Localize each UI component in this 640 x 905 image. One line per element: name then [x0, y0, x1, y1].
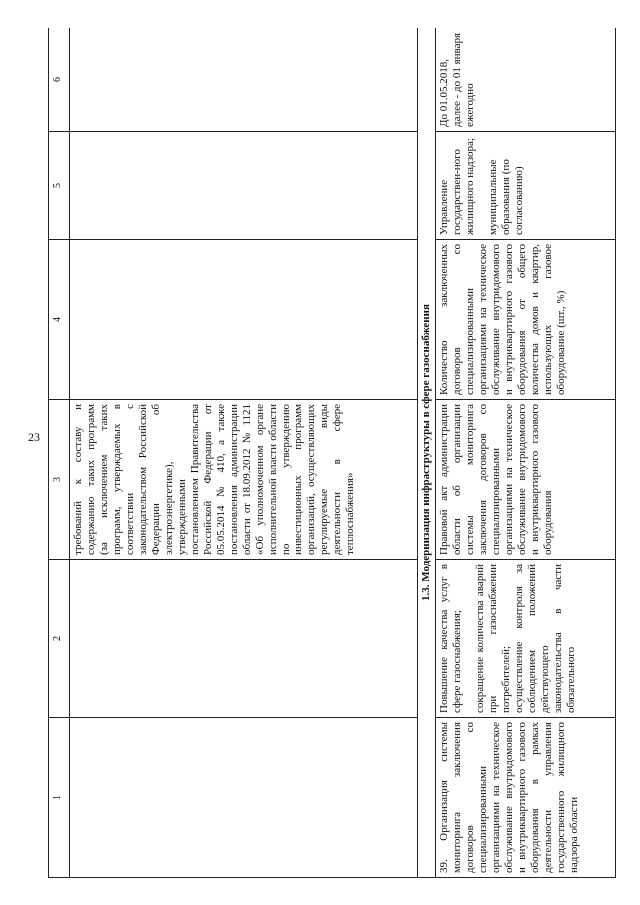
measure-cell: 39. Организация системы мониторинга заключения договоров со специализированными организациями на техническое обслуживание внутридомового и внутриквартирного газового оборудования в рамках деятельности управления государственного жилищного надзора области	[435, 718, 615, 878]
cont-cell-4	[70, 240, 418, 400]
cont-cell-5	[70, 132, 418, 240]
responsible-paragraph-2: муниципальные образования (по согласованию)	[486, 159, 525, 235]
document-cell: Правовой акт администрации области об организации системы мониторинга заключения договоров со специализированными организациями на техническое обслуживание внутридомового и внутриквартирного газового оборудования	[435, 400, 615, 560]
column-header-5: 5	[49, 132, 70, 240]
column-header-1: 1	[49, 718, 70, 878]
indicator-cell: Количество заключенных договоров со специализированными организациями на техническое обслуживание внутридомового и внутриквартирного газового оборудования от общего количества домов и квартир, использующих газовое оборудование (шт., %)	[435, 240, 615, 400]
result-paragraph-2: сокращение количества аварий при газоснабжении потребителей;	[473, 564, 512, 713]
section-title: 1.3. Модернизация инфраструктуры в сфере газоснабжения	[418, 28, 436, 878]
table-row-39	[435, 28, 615, 878]
column-header-6: 6	[49, 28, 70, 132]
result-paragraph-1: Повышение качества услуг в сфере газоснабжения;	[437, 564, 463, 713]
document-table-container	[48, 28, 618, 878]
section-header-row	[418, 28, 436, 878]
column-header-3: 3	[49, 400, 70, 560]
column-number-row	[49, 28, 70, 878]
page-number: 23	[28, 430, 40, 444]
cont-cell-3: требований к составу и содержанию таких программ (за исключением таких программ, утверждаемых в соответствии с законодательством Российской Федерации об электроэнергетике), утвержденными постановлением Правительства Российской Федерации от 05.05.2014 № 410, а также постановления администрации области от 18.09.2012 № 1121 «Об уполномоченном органе исполнительной власти области по утверждению инвестиционных программ организаций, осуществляющих регулируемые виды деятельности в сфере теплоснабжения»	[70, 400, 418, 560]
responsible-paragraph-1: Управление государствен-ного жилищного надзора;	[437, 138, 476, 235]
rotated-page	[48, 28, 618, 878]
result-cell	[435, 560, 615, 718]
cont-cell-2	[70, 560, 418, 718]
column-header-2: 2	[49, 560, 70, 718]
cont-cell-1	[70, 718, 418, 878]
responsible-cell	[435, 132, 615, 240]
column-header-4: 4	[49, 240, 70, 400]
cont-cell-6	[70, 28, 418, 132]
measures-table	[48, 28, 616, 878]
continuation-row	[70, 28, 418, 878]
deadline-cell: До 01.05.2018, далее - до 01 января ежегодно	[435, 28, 615, 132]
result-paragraph-3: осуществление контроля за соблюдением положений действующего законодательства в части обязательного	[512, 564, 577, 713]
